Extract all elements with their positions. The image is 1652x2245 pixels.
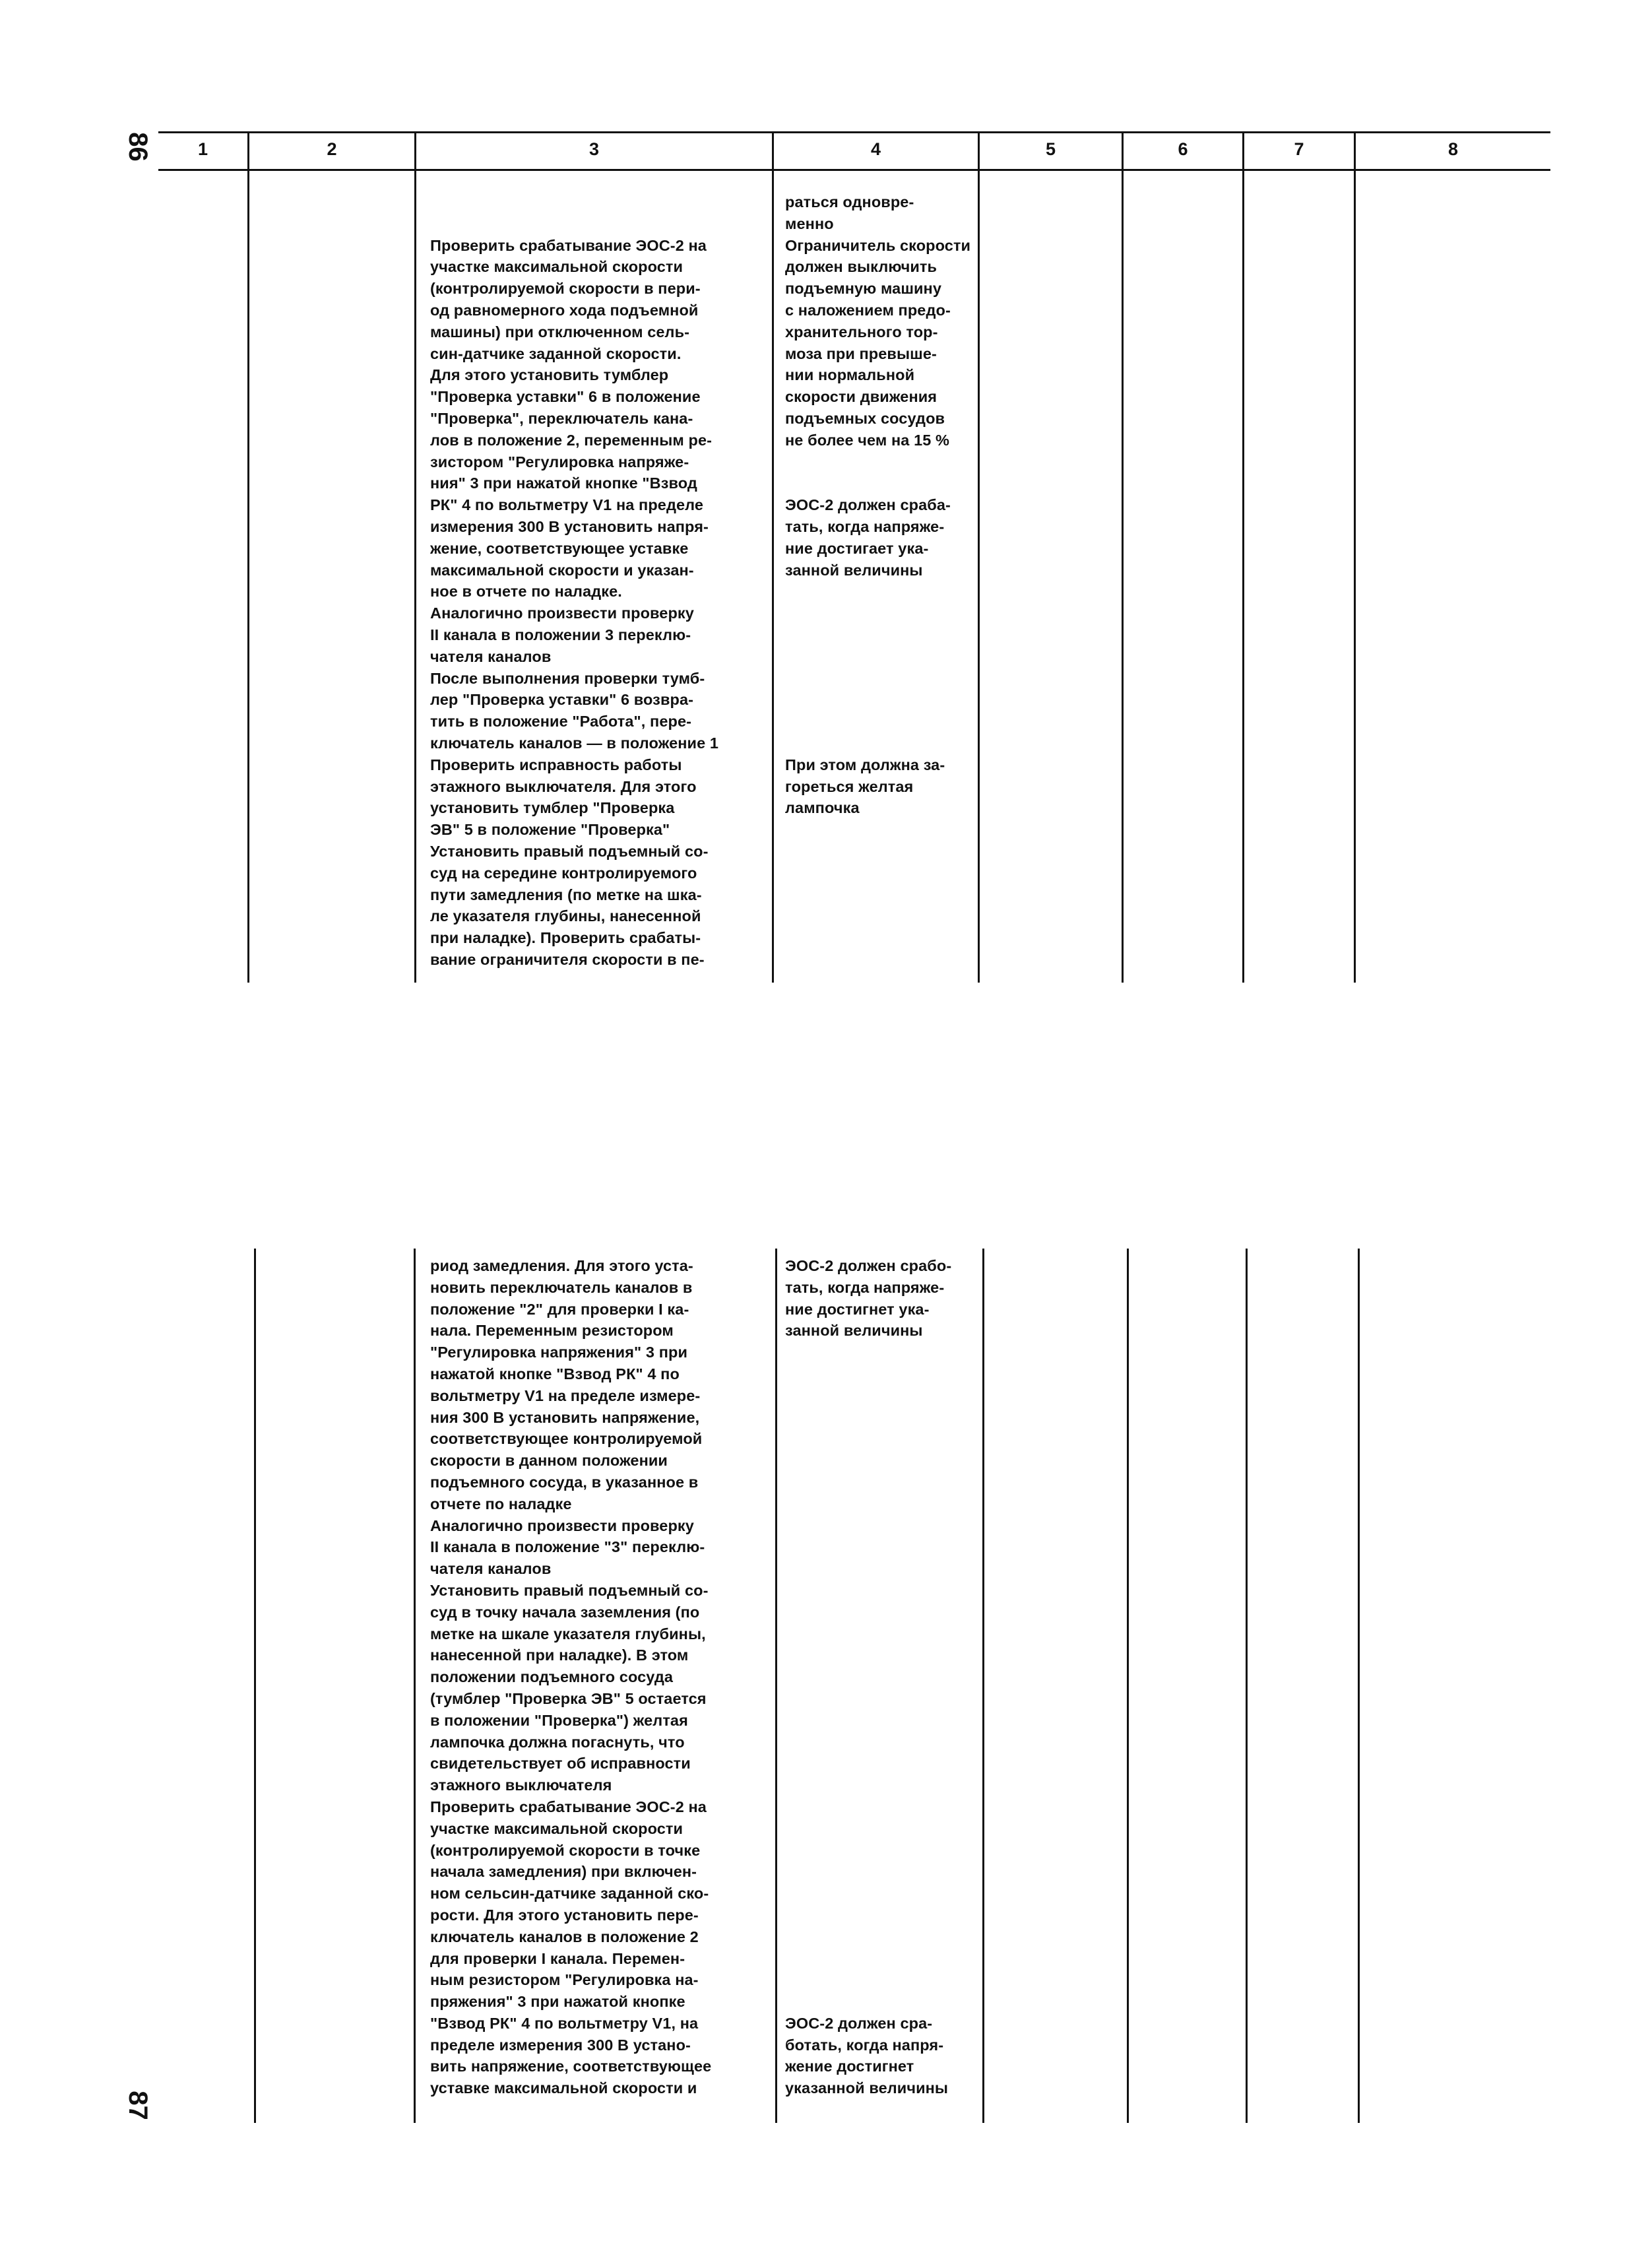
text-line: После выполнения проверки тумб- xyxy=(430,669,705,687)
text-line: участке максимальной скорости xyxy=(430,1819,683,1837)
table-header-rule xyxy=(158,169,1550,171)
text-line: уставке максимальной скорости и xyxy=(430,2079,697,2097)
column-rule xyxy=(775,1249,777,2123)
text-line: Проверить срабатывание ЭОС-2 на xyxy=(430,236,707,254)
text-line: занной величины xyxy=(785,1322,923,1340)
text-line xyxy=(785,1536,951,1558)
text-line xyxy=(785,451,970,473)
text-line: ным резистором "Регулировка на- xyxy=(430,1971,699,1989)
page-number-top: 86 xyxy=(123,132,152,162)
text-line: скорости движения xyxy=(785,388,937,406)
header-col-7: 7 xyxy=(1294,139,1304,159)
text-line: подъемную машину xyxy=(785,280,942,298)
column-rule xyxy=(1127,1249,1129,2123)
text-line: пределе измерения 300 В устано- xyxy=(430,2036,691,2054)
text-line xyxy=(785,732,970,754)
text-line: тать, когда напряже- xyxy=(785,517,945,535)
text-line xyxy=(785,711,970,732)
text-line: занной величины xyxy=(785,561,923,579)
header-col-3: 3 xyxy=(588,139,600,159)
text-line: нанесенной при наладке). В этом xyxy=(430,1646,689,1664)
header-col-2: 2 xyxy=(327,139,337,159)
text-line xyxy=(785,1774,951,1796)
text-line xyxy=(785,1840,951,1862)
text-line: лампочка xyxy=(785,799,860,817)
text-line xyxy=(785,1688,951,1710)
block1-col4-requirements xyxy=(785,191,970,819)
column-rule xyxy=(982,1249,984,2123)
text-line: ключатель каналов — в положение 1 xyxy=(430,734,719,752)
column-rule xyxy=(1246,1249,1248,2123)
text-line: машины) при отключенном сель- xyxy=(430,323,690,341)
text-line: моза при превыше- xyxy=(785,344,937,362)
text-line: зистором "Регулировка напряже- xyxy=(430,453,689,471)
text-line xyxy=(785,1493,951,1515)
text-line: Проверить исправность работы xyxy=(430,756,682,773)
text-line: в положении "Проверка") желтая xyxy=(430,1711,688,1729)
block1-col3-instructions xyxy=(430,191,718,971)
text-line: вить напряжение, соответствующее xyxy=(430,2058,712,2075)
text-line: метке на шкале указателя глубины, xyxy=(430,1625,706,1643)
text-line: нажатой кнопке "Взвод РК" 4 по xyxy=(430,1365,680,1383)
text-line: ЭОС-2 должен сраба- xyxy=(785,496,951,514)
text-line: пряжения" 3 при нажатой кнопке xyxy=(430,1993,685,2011)
text-line: вание ограничителя скорости в пе- xyxy=(430,950,705,968)
text-line: ЭВ" 5 в положение "Проверка" xyxy=(430,821,670,839)
column-rule xyxy=(1122,131,1124,983)
text-line xyxy=(785,1753,951,1774)
text-line xyxy=(785,646,970,668)
text-line: подъемных сосудов xyxy=(785,409,945,427)
block2-col4-requirements xyxy=(785,1255,951,2099)
text-line: (контролируемой скорости в точке xyxy=(430,1841,701,1859)
text-line: вольтметру V1 на пределе измере- xyxy=(430,1386,701,1404)
text-line: II канала в положение "3" переклю- xyxy=(430,1538,705,1556)
text-line xyxy=(785,624,970,646)
text-line: максимальной скорости и указан- xyxy=(430,561,694,579)
text-line: участке максимальной скорости xyxy=(430,258,683,276)
text-line: ключатель каналов в положение 2 xyxy=(430,1928,699,1945)
text-line: измерения 300 В установить напря- xyxy=(430,517,709,535)
text-line: ние достигнет ука- xyxy=(785,1300,930,1318)
text-line: подъемного сосуда, в указанное в xyxy=(430,1473,699,1491)
text-line: ние достигает ука- xyxy=(785,539,929,557)
text-line: скорости в данном положении xyxy=(430,1452,668,1470)
text-line: II канала в положении 3 переклю- xyxy=(430,626,691,643)
text-line: указанной величины xyxy=(785,2079,949,2097)
text-line: рости. Для этого установить пере- xyxy=(430,1906,699,1924)
text-line xyxy=(785,1644,951,1666)
text-line: отчете по наладке xyxy=(430,1495,572,1513)
text-line: тить в положение "Работа", пере- xyxy=(430,713,692,731)
text-line: этажного выключателя. Для этого xyxy=(430,777,697,795)
text-line: "Проверка", переключатель кана- xyxy=(430,409,693,427)
column-rule xyxy=(772,131,774,983)
text-line xyxy=(785,1991,951,2013)
text-line: менно xyxy=(785,214,834,232)
text-line: ЭОС-2 должен срабо- xyxy=(785,1257,952,1274)
text-line: При этом должна за- xyxy=(785,756,945,773)
text-line: "Регулировка напряжения" 3 при xyxy=(430,1344,687,1361)
text-line xyxy=(785,602,970,624)
text-line xyxy=(785,1861,951,1883)
text-line: новить переключатель каналов в xyxy=(430,1278,693,1296)
text-line xyxy=(785,1969,951,1991)
column-rule xyxy=(1358,1249,1360,2123)
text-line: соответствующее контролируемой xyxy=(430,1430,703,1448)
header-col-8: 8 xyxy=(1447,139,1459,159)
text-line xyxy=(785,1385,951,1407)
text-line: с наложением предо- xyxy=(785,301,951,319)
column-rule xyxy=(414,131,416,983)
text-line: од равномерного хода подъемной xyxy=(430,301,699,319)
text-line: Ограничитель скорости xyxy=(785,236,971,254)
text-line: нии нормальной xyxy=(785,366,915,384)
text-line: "Проверка уставки" 6 в положение xyxy=(430,388,701,406)
text-line xyxy=(785,1883,951,1904)
text-line: для проверки I канала. Перемен- xyxy=(430,1949,685,1967)
text-line xyxy=(785,1710,951,1732)
text-line: син-датчике заданной скорости. xyxy=(430,344,682,362)
column-rule xyxy=(254,1249,256,2123)
text-line xyxy=(785,1818,951,1840)
header-col-5: 5 xyxy=(1045,139,1056,159)
text-line: ния" 3 при нажатой кнопке "Взвод xyxy=(430,474,697,492)
text-line xyxy=(785,1580,951,1602)
text-line: Аналогично произвести проверку xyxy=(430,1516,694,1534)
text-line: пути замедления (по метке на шка- xyxy=(430,886,702,903)
header-col-6: 6 xyxy=(1178,139,1188,159)
column-rule xyxy=(414,1249,416,2123)
text-line: Проверить срабатывание ЭОС-2 на xyxy=(430,1798,707,1815)
text-line: тать, когда напряже- xyxy=(785,1278,945,1296)
text-line: суд на середине контролируемого xyxy=(430,864,697,882)
text-line xyxy=(785,472,970,494)
text-line: хранительного тор- xyxy=(785,323,938,341)
text-line: суд в точку начала заземления (по xyxy=(430,1603,700,1621)
text-line: лов в положение 2, переменным ре- xyxy=(430,431,713,449)
text-line: положение "2" для проверки I ка- xyxy=(430,1300,689,1318)
table-top-rule xyxy=(158,131,1550,133)
text-line: положении подъемного сосуда xyxy=(430,1668,674,1686)
text-line: Для этого установить тумблер xyxy=(430,366,669,384)
text-line xyxy=(785,1407,951,1429)
text-line: жение, соответствующее уставке xyxy=(430,539,689,557)
text-line xyxy=(785,1796,951,1818)
text-line xyxy=(785,1515,951,1537)
text-line xyxy=(785,1666,951,1688)
column-rule xyxy=(247,131,249,983)
text-line: "Взвод РК" 4 по вольтметру V1, на xyxy=(430,2014,699,2032)
text-line: этажного выключателя xyxy=(430,1776,612,1794)
text-line xyxy=(785,1948,951,1970)
text-line: ния 300 В установить напряжение, xyxy=(430,1408,700,1426)
text-line xyxy=(785,1472,951,1493)
text-line: свидетельствует об исправности xyxy=(430,1755,691,1773)
text-line xyxy=(785,1926,951,1948)
text-line: риод замедления. Для этого уста- xyxy=(430,1257,693,1274)
text-line xyxy=(785,1602,951,1623)
text-line xyxy=(785,1428,951,1450)
text-line xyxy=(785,1450,951,1472)
text-line: гореться желтая xyxy=(785,777,914,795)
block2-col3-instructions xyxy=(430,1255,711,2099)
column-rule xyxy=(1242,131,1244,983)
text-line: ном сельсин-датчике заданной ско- xyxy=(430,1885,709,1903)
text-line xyxy=(430,213,718,235)
text-line xyxy=(785,1904,951,1926)
column-rule xyxy=(1354,131,1356,983)
header-col-1: 1 xyxy=(197,139,208,159)
text-line xyxy=(785,1363,951,1385)
text-line: чателя каналов xyxy=(430,647,552,665)
text-line: (контролируемой скорости в пери- xyxy=(430,280,701,298)
column-rule xyxy=(978,131,980,983)
page-number-bottom: 87 xyxy=(123,2091,152,2120)
text-line: не более чем на 15 % xyxy=(785,431,950,449)
text-line: нала. Переменным резистором xyxy=(430,1322,674,1340)
text-line: ЭОС-2 должен сра- xyxy=(785,2014,933,2032)
text-line: чателя каналов xyxy=(430,1560,552,1578)
header-col-4: 4 xyxy=(870,139,881,159)
text-line xyxy=(785,581,970,602)
text-line: РК" 4 по вольтметру V1 на пределе xyxy=(430,496,704,514)
text-line xyxy=(785,1342,951,1363)
text-line: лер "Проверка уставки" 6 возвра- xyxy=(430,691,694,709)
text-line: ное в отчете по наладке. xyxy=(430,583,622,601)
text-line: раться одновре- xyxy=(785,193,914,211)
text-line: ботать, когда напря- xyxy=(785,2036,944,2054)
text-line: Аналогично произвести проверку xyxy=(430,604,694,622)
text-line xyxy=(785,1732,951,1753)
text-line xyxy=(785,689,970,711)
text-line: Установить правый подъемный со- xyxy=(430,842,709,860)
text-line: лампочка должна погаснуть, что xyxy=(430,1733,685,1751)
text-line: начала замедления) при включен- xyxy=(430,1863,697,1881)
text-line: при наладке). Проверить срабаты- xyxy=(430,929,701,947)
text-line xyxy=(430,191,718,213)
text-line: Установить правый подъемный со- xyxy=(430,1581,709,1599)
text-line: ле указателя глубины, нанесенной xyxy=(430,907,701,925)
text-line: должен выключить xyxy=(785,258,937,276)
text-line: установить тумблер "Проверка xyxy=(430,799,675,817)
text-line: жение достигнет xyxy=(785,2058,914,2075)
text-line xyxy=(785,1558,951,1580)
text-line xyxy=(785,668,970,690)
text-line xyxy=(785,1623,951,1645)
text-line: (тумблер "Проверка ЭВ" 5 остается xyxy=(430,1689,707,1707)
